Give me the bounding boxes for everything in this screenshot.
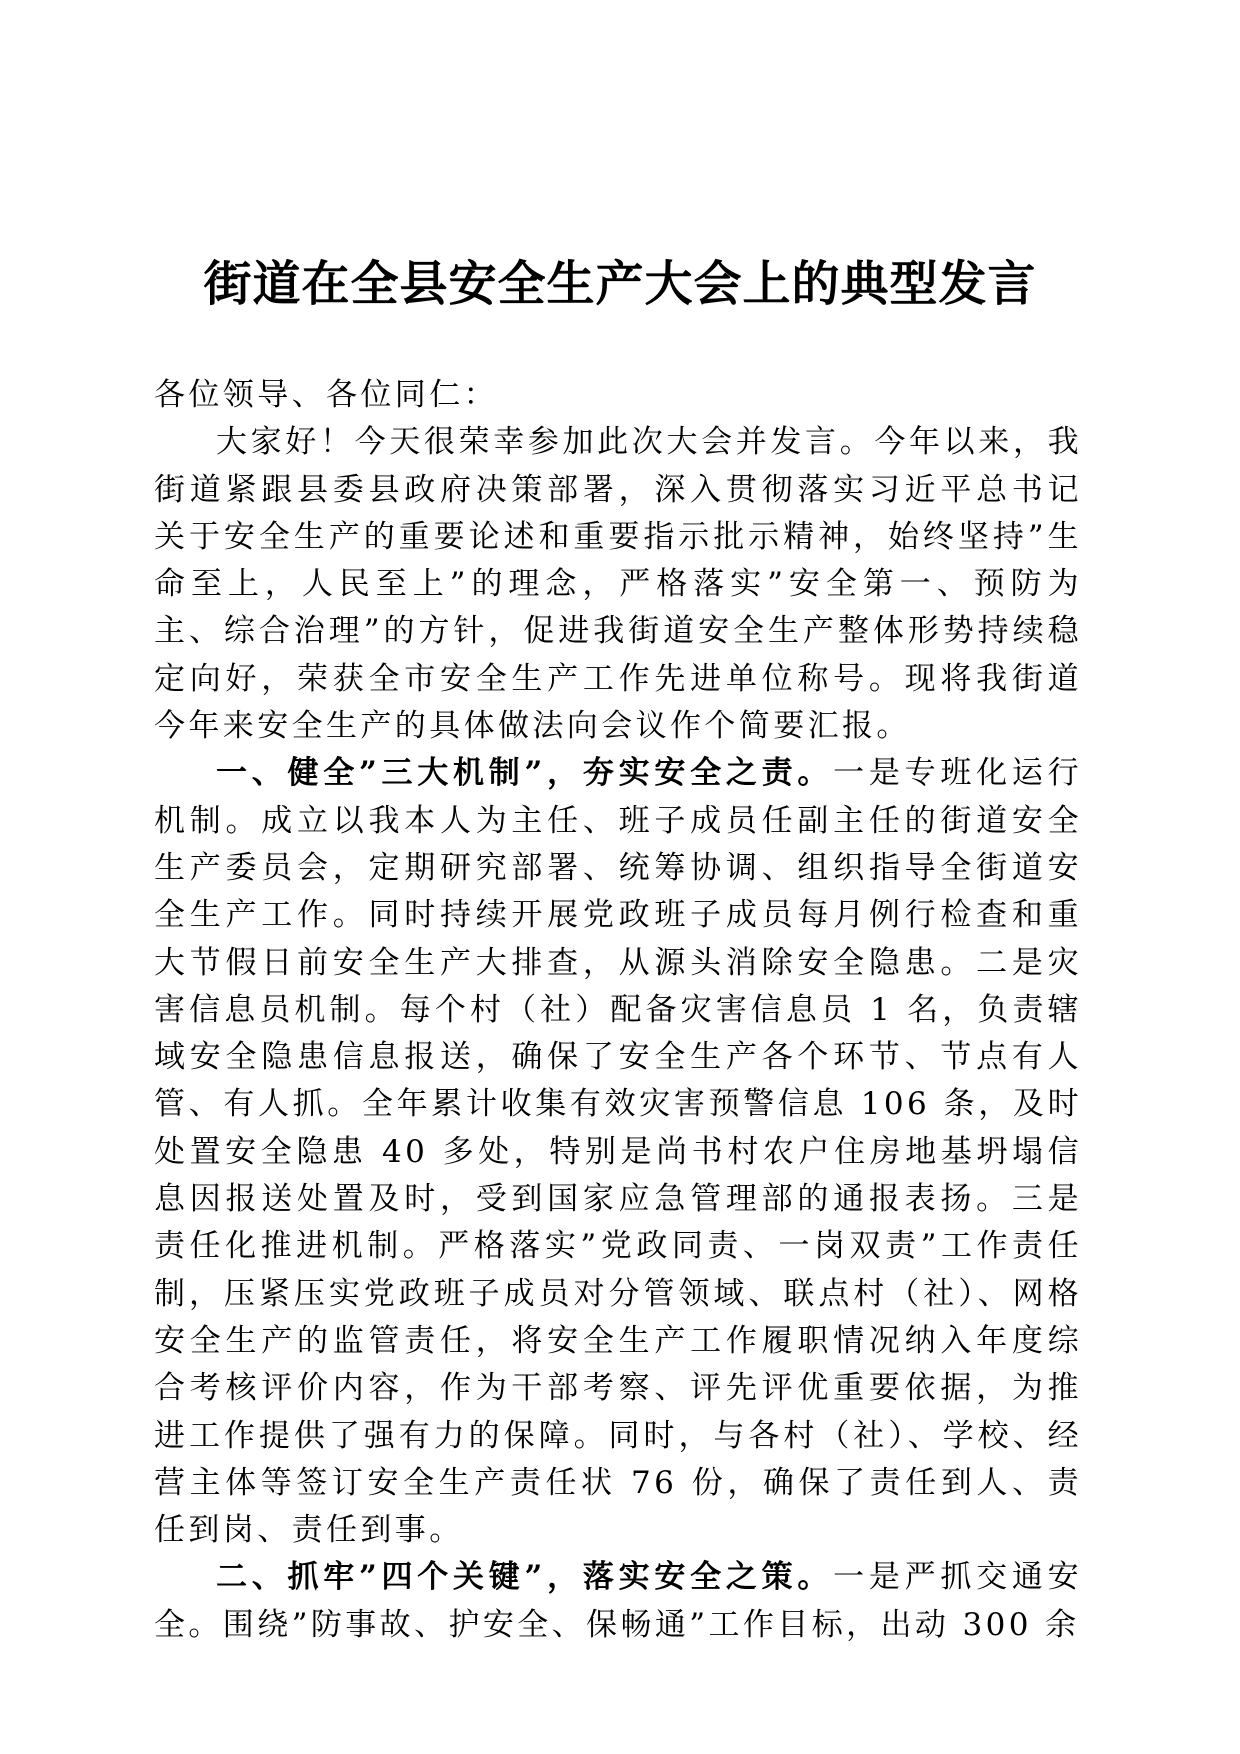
section-2-paragraph bbox=[154, 1554, 1082, 1649]
intro-paragraph: 大家好！今天很荣幸参加此次大会并发言。今年以来，我街道紧跟县委县政府决策部署，深入贯彻落实习近平总书记关于安全生产的重要论述和重要指示批示精神，始终坚持”生命至上，人民至上”的理念，严格落实”安全第一、预防为主、综合治理”的方针，促进我街道安全生产整体形势持续稳定向好，荣获全市安全生产工作先进单位称号。现将我街道今年来安全生产的具体做法向会议作个简要汇报。 bbox=[154, 424, 1082, 745]
salutation: 各位领导、各位同仁： bbox=[154, 377, 498, 413]
section-2-body: 一是严抓交通安全。围绕”防事故、护安全、保畅通”工作目标，出动 300 余 bbox=[154, 1559, 1082, 1643]
document-body bbox=[154, 372, 1082, 1649]
document-title: 街道在全县安全生产大会上的典型发言 bbox=[203, 256, 1037, 312]
section-1-heading: 一、健全”三大机制”，夯实安全之责。 bbox=[216, 755, 834, 792]
section-2-heading: 二、抓牢”四个关键”，落实安全之策。 bbox=[216, 1559, 834, 1596]
section-1-paragraph bbox=[154, 750, 1082, 1554]
section-1-body: 一是专班化运行机制。成立以我本人为主任、班子成员任副主任的街道安全生产委员会，定期研究部署、统筹协调、组织指导全街道安全生产工作。同时持续开展党政班子成员每月例行检查和重大节假日前安全生产大排查，从源头消除安全隐患。二是灾害信息员机制。每个村（社）配备灾害信息员 1 名，负责辖域安全隐患信息报送，确保了安全生产各个环节、节点有人管、有人抓。全年累计收集有效灾害预警信息 106 条，及时处置安全隐患 40 多处，特别是尚书村农户住房地基坍塌信息因报送处置及时，受到国家应急管理部的通报表扬。三是责任化推进机制。严格落实”党政同责、一岗双责”工作责任制，压紧压实党政班子成员对分管领域、联点村（社）、网格安全生产的监管责任，将安全生产工作履职情况纳入年度综合考核评价内容，作为干部考察、评先评优重要依据，为推进工作提供了强有力的保障。同时，与各村（社）、学校、经营主体等签订安全生产责任状 76 份，确保了责任到人、责任到岗、责任到事。 bbox=[154, 755, 1082, 1549]
